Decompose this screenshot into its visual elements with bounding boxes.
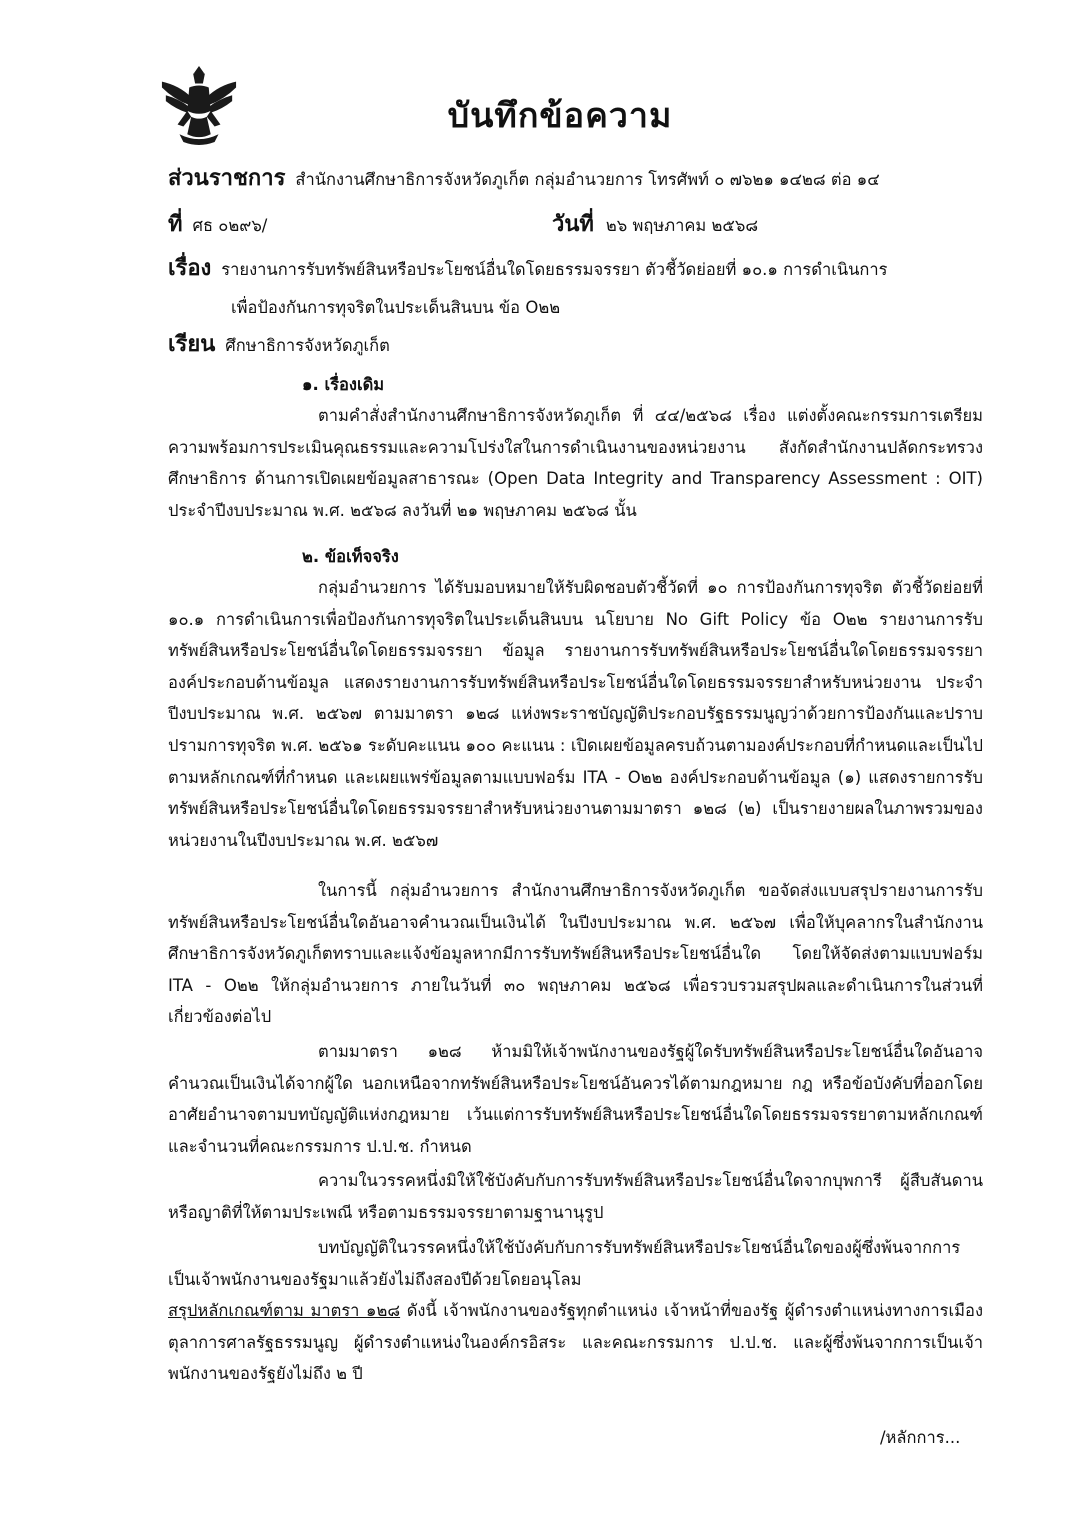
section-2-heading: ๒. ข้อเท็จจริง — [302, 547, 399, 566]
section-2-text-4: ความในวรรคหนึ่งมิให้ใช้บังคับกับการรับทรัพย์สินหรือประโยชน์อื่นใดจากบุพการี ผู้สืบสันดาน หรือญาติที่ให้ตามประเพณี หรือตามธรรมจรรยาตามฐานานุรูป — [168, 1171, 983, 1222]
summary-heading: สรุปหลักเกณฑ์ตาม มาตรา ๑๒๘ — [168, 1301, 401, 1320]
date-row — [552, 206, 758, 241]
summary-text: ดังนี้ เจ้าพนักงานของรัฐทุกตำแหน่ง เจ้าหน้าที่ของรัฐ ผู้ดำรงตำแหน่งทางการเมือง ตุลาการศาลรัฐธรรมนูญ ผู้ดำรงตำแหน่งในองค์กรอิสระ และคณะกรรมการ ป.ป.ช. และผู้ซึ่งพ้นจากการเป็นเจ้าพนักงานของรัฐยังไม่ถึง ๒ ปี — [168, 1301, 983, 1384]
agency-row — [168, 160, 880, 195]
subject-line-2: เพื่อป้องกันการทุจริตในประเด็นสินบน ข้อ O๒๒ — [231, 298, 561, 317]
section-2-text-3: ตามมาตรา ๑๒๘ ห้ามมิให้เจ้าพนักงานของรัฐผู้ใดรับทรัพย์สินหรือประโยชน์อื่นใดอันอาจคำนวณเป็นเงินได้จากผู้ใด นอกเหนือจากทรัพย์สินหรือประโยชน์อันควรได้ตามกฎหมาย กฎ หรือข้อบังคับที่ออกโดยอาศัยอำนาจตามบทบัญญัติแห่งกฎหมาย เว้นแต่การรับทรัพย์สินหรือประโยชน์อื่นใดโดยธรรมจรรยาตามหลักเกณฑ์และจำนวนที่คณะกรรมการ ป.ป.ช. กำหนด — [168, 1042, 983, 1156]
section-2-paragraph-2 — [168, 875, 983, 1033]
recipient-label: เรียน — [168, 332, 216, 357]
recipient-row — [168, 326, 390, 361]
section-2-text-5: บทบัญญัติในวรรคหนึ่งให้ใช้บังคับกับการรับทรัพย์สินหรือประโยชน์อื่นใดของผู้ซึ่งพ้นจากการเป็นเจ้าพนักงานของรัฐมาแล้วยังไม่ถึงสองปีด้วยโดยอนุโลม — [168, 1238, 961, 1289]
section-1-text: ตามคำสั่งสำนักงานศึกษาธิการจังหวัดภูเก็ต ที่ ๔๔/๒๕๖๘ เรื่อง แต่งตั้งคณะกรรมการเตรียมความพร้อมการประเมินคุณธรรมและความโปร่งใสในการดำเนินงานของหน่วยงาน สังกัดสำนักงานปลัดกระทรวงศึกษาธิการ ด้านการเปิดเผยข้อมูลสาธารณะ (Open Data Integrity and Transparency Assessment : OIT) ประจำปีงบประมาณ พ.ศ. ๒๕๖๘ ลงวันที่ ๒๑ พฤษภาคม ๒๕๖๘ นั้น — [168, 406, 983, 520]
continuation-note: /หลักการ... — [880, 1428, 961, 1447]
section-2-paragraph-5 — [168, 1232, 983, 1295]
section-2-paragraph-3 — [168, 1036, 983, 1162]
reference-value: ศธ ๐๒๙๖/ — [192, 216, 268, 235]
section-2-paragraph-1 — [168, 572, 983, 856]
memo-title: บันทึกข้อความ — [447, 96, 673, 136]
subject-label: เรื่อง — [168, 256, 212, 281]
subject-line-1: รายงานการรับทรัพย์สินหรือประโยชน์อื่นใดโดยธรรมจรรยา ตัวชี้วัดย่อยที่ ๑๐.๑ การดำเนินการ — [221, 260, 888, 279]
agency-value: สำนักงานศึกษาธิการจังหวัดภูเก็ต กลุ่มอำนวยการ โทรศัพท์ ๐ ๗๖๒๑ ๑๔๒๘ ต่อ ๑๔ — [295, 170, 880, 189]
section-2-text-1: กลุ่มอำนวยการ ได้รับมอบหมายให้รับผิดชอบตัวชี้วัดที่ ๑๐ การป้องกันการทุจริต ตัวชี้วัดย่อยที่ ๑๐.๑ การดำเนินการเพื่อป้องกันการทุจริตในประเด็นสินบน นโยบาย No Gift Policy ข้อ O๒๒ รายงานการรับทรัพย์สินหรือประโยชน์อื่นใดโดยธรรมจรรยา ข้อมูล รายงานการรับทรัพย์สินหรือประโยชน์อื่นใดโดยธรรมจรรยา องค์ประกอบด้านข้อมูล แสดงรายงานการรับทรัพย์สินหรือประโยชน์อื่นใดโดยธรรมจรรยาสำหรับหน่วยงาน ประจำปีงบประมาณ พ.ศ. ๒๕๖๗ ตามมาตรา ๑๒๘ แห่งพระราชบัญญัติประกอบรัฐธรรมนูญว่าด้วยการป้องกันและปราบปรามการทุจริต พ.ศ. ๒๕๖๑ ระดับคะแนน ๑๐๐ คะแนน : เปิดเผยข้อมูลครบถ้วนตามองค์ประกอบที่กำหนดและเป็นไปตามหลักเกณฑ์ที่กำหนด และเผยแพร่ข้อมูลตามแบบฟอร์ม ITA - O๒๒ องค์ประกอบด้านข้อมูล (๑) แสดงรายการรับทรัพย์สินหรือประโยชน์อื่นใดโดยธรรมจรรยาสำหรับหน่วยงานตามมาตรา ๑๒๘ (๒) เป็นรายงายผลในภาพรวมของหน่วยงานในปีงบประมาณ พ.ศ. ๒๕๖๗ — [168, 578, 983, 850]
reference-label: ที่ — [168, 212, 183, 237]
date-label: วันที่ — [552, 212, 594, 237]
summary-paragraph — [168, 1295, 983, 1390]
section-2-text-2: ในการนี้ กลุ่มอำนวยการ สำนักงานศึกษาธิการจังหวัดภูเก็ต ขอจัดส่งแบบสรุปรายงานการรับทรัพย์สินหรือประโยชน์อื่นใดอันอาจคำนวณเป็นเงินได้ ในปีงบประมาณ พ.ศ. ๒๕๖๗ เพื่อให้บุคลากรในสำนักงานศึกษาธิการจังหวัดภูเก็ตทราบและแจ้งข้อมูลหากมีการรับทรัพย์สินหรือประโยชน์อื่นใด โดยให้จัดส่งตามแบบฟอร์ม ITA - O๒๒ ให้กลุ่มอำนวยการ ภายในวันที่ ๓๐ พฤษภาคม ๒๕๖๘ เพื่อรวบรวมสรุปผลและดำเนินการในส่วนที่เกี่ยวข้องต่อไป — [168, 881, 983, 1027]
agency-label: ส่วนราชการ — [168, 166, 286, 191]
date-value: ๒๖ พฤษภาคม ๒๕๖๘ — [605, 216, 759, 235]
section-1-heading: ๑. เรื่องเดิม — [302, 375, 385, 394]
section-1-paragraph — [168, 400, 983, 526]
subject-block — [168, 250, 983, 321]
section-2-paragraph-4 — [168, 1165, 983, 1228]
recipient-value: ศึกษาธิการจังหวัดภูเก็ต — [225, 336, 390, 355]
reference-row — [168, 206, 267, 241]
